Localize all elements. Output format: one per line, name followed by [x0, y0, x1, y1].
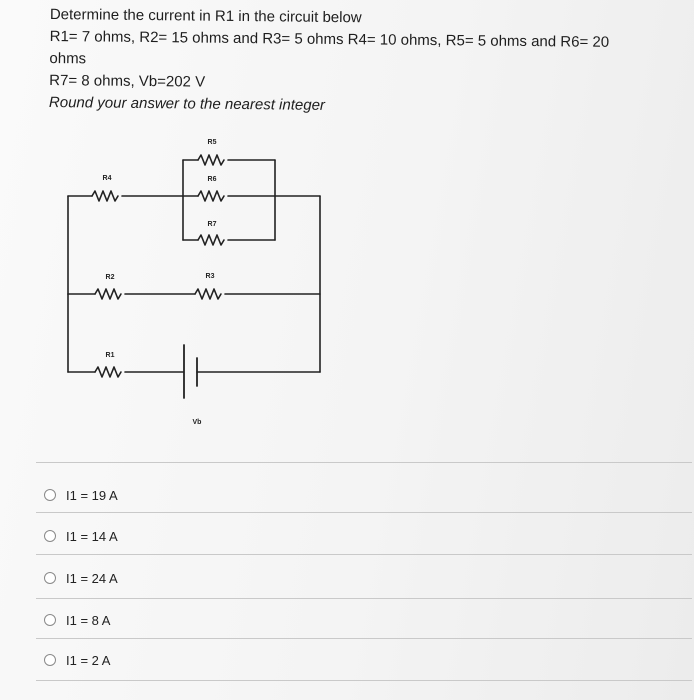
radio-button[interactable] [44, 654, 56, 666]
separator [36, 638, 692, 639]
question-line-3: ohms [49, 49, 87, 68]
question-line-5: Round your answer to the nearest integer [48, 93, 326, 114]
resistor-r7 [198, 235, 224, 245]
resistor-r1 [95, 367, 121, 377]
answer-option[interactable] [44, 650, 110, 670]
resistor-r4 [92, 191, 118, 201]
answer-option[interactable] [44, 568, 118, 588]
question-line-1: Determine the current in R1 in the circuit below [49, 5, 362, 27]
separator [36, 554, 692, 555]
option-label: I1 = 19 A [66, 487, 118, 503]
label-r3: R3 [205, 273, 215, 280]
separator [36, 512, 692, 513]
radio-button[interactable] [44, 530, 56, 542]
answer-option[interactable] [44, 485, 118, 505]
option-label: I1 = 24 A [66, 570, 118, 586]
resistor-r5 [198, 155, 224, 165]
separator [36, 598, 692, 599]
resistor-r3 [195, 289, 221, 299]
answer-option[interactable] [44, 526, 118, 546]
resistor-r2 [95, 289, 121, 299]
label-r2: R2 [105, 274, 115, 281]
separator [36, 462, 692, 463]
radio-button[interactable] [44, 489, 56, 501]
label-r1: R1 [105, 352, 115, 359]
label-vb: Vb [192, 419, 202, 426]
answer-option[interactable] [44, 610, 110, 630]
resistor-r6 [198, 191, 224, 201]
label-r7: R7 [207, 221, 217, 228]
question-line-4: R7= 8 ohms, Vb=202 V [49, 71, 206, 91]
label-r5: R5 [207, 139, 217, 146]
option-label: I1 = 8 A [66, 612, 111, 628]
radio-button[interactable] [44, 614, 56, 626]
radio-button[interactable] [44, 572, 56, 584]
option-label: I1 = 2 A [66, 652, 111, 668]
label-r6: R6 [207, 176, 217, 183]
label-r4: R4 [102, 175, 112, 182]
option-label: I1 = 14 A [66, 528, 118, 544]
question-line-2: R1= 7 ohms, R2= 15 ohms and R3= 5 ohms R4= 10 ohms, R5= 5 ohms and R6= 20 [49, 27, 610, 51]
separator [36, 680, 692, 681]
